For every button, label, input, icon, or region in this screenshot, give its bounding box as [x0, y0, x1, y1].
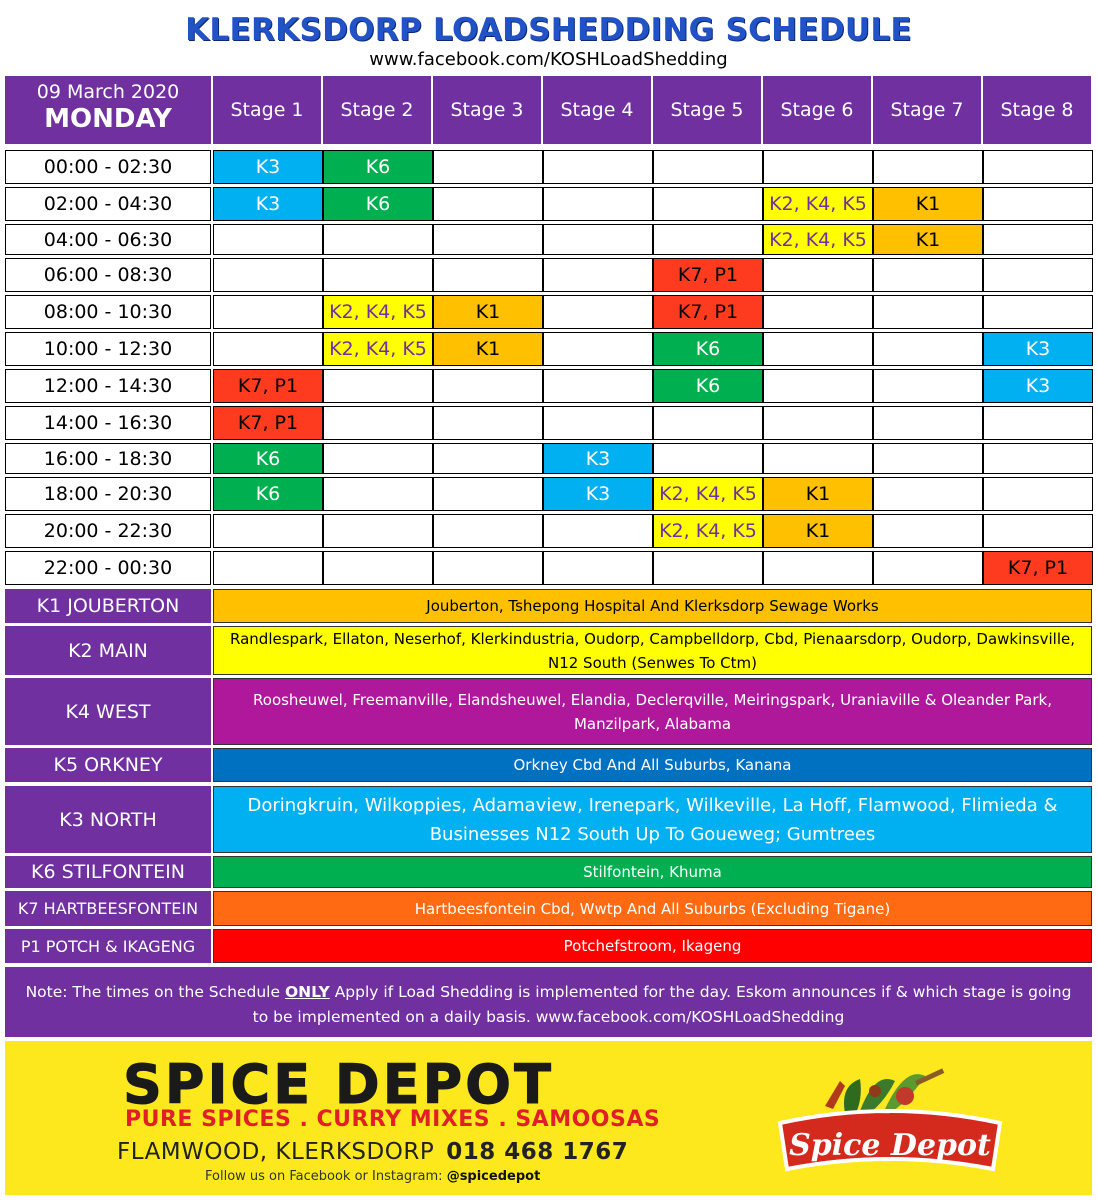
schedule-cell-k2-k4-k5: K2, K4, K5: [763, 187, 873, 221]
area-label-k5: K5 ORKNEY: [5, 748, 211, 782]
schedule-cell-k7-p1: K7, P1: [213, 406, 323, 440]
advert-tagline: PURE SPICES . CURRY MIXES . SAMOOSAS: [125, 1107, 661, 1132]
time-slot-label: 22:00 - 00:30: [5, 551, 211, 585]
schedule-cell-k6: K6: [213, 443, 323, 474]
time-slot-label: 10:00 - 12:30: [5, 332, 211, 366]
schedule-cell-empty: [433, 258, 543, 292]
schedule-cell-empty: [983, 295, 1093, 329]
schedule-cell-empty: [763, 406, 873, 440]
schedule-cell-k7-p1: K7, P1: [653, 258, 763, 292]
area-suburbs-k1: Jouberton, Tshepong Hospital And Klerksdorp Sewage Works: [213, 589, 1092, 623]
schedule-cell-empty: [543, 224, 653, 255]
schedule-cell-empty: [873, 406, 983, 440]
stage-header-6: Stage 6: [763, 76, 871, 144]
date-text: 09 March 2020: [36, 81, 180, 103]
schedule-cell-empty: [433, 477, 543, 511]
schedule-cell-empty: [983, 477, 1093, 511]
area-label-k7: K7 HARTBEESFONTEIN: [5, 891, 211, 926]
area-suburbs-k3: Doringkruin, Wilkoppies, Adamaview, Irenepark, Wilkeville, La Hoff, Flamwood, Flimieda & Businesses N12 South Up To Goueweg; Gumtrees: [213, 786, 1092, 853]
area-suburbs-k2: Randlespark, Ellaton, Neserhof, Klerkindustria, Oudorp, Campbelldorp, Cbd, Pienaarsdorp, Oudorp, Dawkinsville, N12 South (Senwes To Ctm): [213, 626, 1092, 675]
schedule-cell-empty: [213, 258, 323, 292]
schedule-cell-empty: [433, 443, 543, 474]
schedule-cell-empty: [543, 258, 653, 292]
schedule-cell-empty: [653, 406, 763, 440]
schedule-cell-empty: [873, 369, 983, 403]
schedule-cell-k6: K6: [653, 369, 763, 403]
schedule-cell-k3: K3: [983, 332, 1093, 366]
schedule-cell-k3: K3: [543, 443, 653, 474]
schedule-cell-empty: [433, 224, 543, 255]
stage-header-5: Stage 5: [653, 76, 761, 144]
schedule-cell-empty: [983, 443, 1093, 474]
schedule-cell-empty: [653, 224, 763, 255]
advert-follow-text: Follow us on Facebook or Instagram:: [205, 1169, 447, 1184]
schedule-cell-k7-p1: K7, P1: [653, 295, 763, 329]
schedule-cell-empty: [763, 369, 873, 403]
advert-handle: @spicedepot: [446, 1169, 541, 1184]
time-slot-label: 06:00 - 08:30: [5, 258, 211, 292]
schedule-cell-k2-k4-k5: K2, K4, K5: [323, 295, 433, 329]
area-suburbs-k7: Hartbeesfontein Cbd, Wwtp And All Suburbs (Excluding Tigane): [213, 891, 1092, 926]
date-header: [5, 76, 211, 144]
area-label-k4: K4 WEST: [5, 678, 211, 745]
schedule-cell-empty: [213, 332, 323, 366]
schedule-cell-k3: K3: [213, 150, 323, 184]
schedule-cell-empty: [873, 295, 983, 329]
schedule-cell-empty: [873, 477, 983, 511]
day-text: MONDAY: [44, 104, 172, 134]
schedule-cell-k2-k4-k5: K2, K4, K5: [653, 514, 763, 548]
schedule-cell-empty: [543, 187, 653, 221]
time-slot-label: 04:00 - 06:30: [5, 224, 211, 255]
time-slot-label: 20:00 - 22:30: [5, 514, 211, 548]
schedule-cell-empty: [323, 258, 433, 292]
area-suburbs-p1: Potchefstroom, Ikageng: [213, 929, 1092, 963]
time-slot-label: 12:00 - 14:30: [5, 369, 211, 403]
advert-phone: 018 468 1767: [446, 1139, 629, 1165]
schedule-cell-empty: [763, 443, 873, 474]
schedule-cell-empty: [653, 443, 763, 474]
schedule-cell-k3: K3: [543, 477, 653, 511]
schedule-cell-empty: [543, 551, 653, 585]
time-slot-label: 08:00 - 10:30: [5, 295, 211, 329]
area-suburbs-k4: Roosheuwel, Freemanville, Elandsheuwel, Elandia, Declerqville, Meiringspark, Uraniaville & Oleander Park, Manzilpark, Alabama: [213, 678, 1092, 745]
time-slot-label: 16:00 - 18:30: [5, 443, 211, 474]
spice-depot-logo: [765, 1051, 1015, 1191]
stage-header-2: Stage 2: [323, 76, 431, 144]
time-slot-label: 02:00 - 04:30: [5, 187, 211, 221]
schedule-cell-empty: [543, 369, 653, 403]
schedule-cell-empty: [983, 187, 1093, 221]
schedule-cell-empty: [543, 514, 653, 548]
schedule-cell-empty: [873, 514, 983, 548]
facebook-url[interactable]: www.facebook.com/KOSHLoadShedding: [369, 49, 728, 70]
stage-header-4: Stage 4: [543, 76, 651, 144]
schedule-cell-empty: [323, 477, 433, 511]
schedule-cell-empty: [213, 295, 323, 329]
schedule-cell-empty: [433, 406, 543, 440]
area-suburbs-k6: Stilfontein, Khuma: [213, 856, 1092, 888]
stage-header-3: Stage 3: [433, 76, 541, 144]
schedule-cell-k2-k4-k5: K2, K4, K5: [763, 224, 873, 255]
schedule-cell-empty: [983, 406, 1093, 440]
area-label-k6: K6 STILFONTEIN: [5, 856, 211, 888]
schedule-note: [5, 967, 1092, 1037]
schedule-cell-empty: [433, 551, 543, 585]
logo-text: Spice Depot: [789, 1128, 991, 1163]
advert-location-line: [117, 1139, 628, 1165]
schedule-cell-k7-p1: K7, P1: [213, 369, 323, 403]
time-slot-label: 00:00 - 02:30: [5, 150, 211, 184]
page-title: KLERKSDORP LOADSHEDDING SCHEDULE: [185, 12, 912, 48]
schedule-cell-empty: [763, 295, 873, 329]
schedule-cell-empty: [873, 258, 983, 292]
schedule-cell-k2-k4-k5: K2, K4, K5: [653, 477, 763, 511]
schedule-cell-empty: [873, 443, 983, 474]
schedule-cell-k2-k4-k5: K2, K4, K5: [323, 332, 433, 366]
schedule-cell-empty: [433, 369, 543, 403]
schedule-cell-empty: [543, 295, 653, 329]
schedule-cell-empty: [983, 258, 1093, 292]
schedule-cell-empty: [433, 187, 543, 221]
schedule-cell-empty: [873, 551, 983, 585]
advert-follow: [205, 1169, 540, 1184]
stage-header-8: Stage 8: [983, 76, 1091, 144]
schedule-cell-empty: [433, 150, 543, 184]
schedule-cell-empty: [983, 150, 1093, 184]
area-label-p1: P1 POTCH & IKAGENG: [5, 929, 211, 963]
schedule-cell-empty: [653, 551, 763, 585]
schedule-cell-k1: K1: [763, 477, 873, 511]
schedule-cell-k3: K3: [213, 187, 323, 221]
schedule-cell-empty: [323, 514, 433, 548]
schedule-cell-empty: [433, 514, 543, 548]
schedule-cell-k3: K3: [983, 369, 1093, 403]
area-label-k2: K2 MAIN: [5, 626, 211, 675]
schedule-cell-empty: [323, 406, 433, 440]
schedule-cell-k1: K1: [763, 514, 873, 548]
schedule-cell-empty: [873, 332, 983, 366]
schedule-cell-empty: [653, 187, 763, 221]
spice-depot-advert: [5, 1041, 1092, 1195]
advert-location: FLAMWOOD, KLERKSDORP: [117, 1139, 435, 1165]
note-emphasis: ONLY: [284, 983, 330, 1001]
schedule-cell-k6: K6: [323, 187, 433, 221]
schedule-cell-empty: [323, 369, 433, 403]
schedule-cell-k1: K1: [873, 224, 983, 255]
schedule-cell-k1: K1: [433, 332, 543, 366]
schedule-cell-k7-p1: K7, P1: [983, 551, 1093, 585]
schedule-cell-empty: [543, 150, 653, 184]
schedule-cell-empty: [323, 551, 433, 585]
schedule-cell-k6: K6: [323, 150, 433, 184]
area-suburbs-k5: Orkney Cbd And All Suburbs, Kanana: [213, 748, 1092, 782]
schedule-cell-empty: [543, 332, 653, 366]
schedule-cell-empty: [323, 443, 433, 474]
schedule-cell-empty: [983, 224, 1093, 255]
time-slot-label: 18:00 - 20:30: [5, 477, 211, 511]
schedule-cell-empty: [653, 150, 763, 184]
area-label-k1: K1 JOUBERTON: [5, 589, 211, 623]
schedule-cell-empty: [213, 514, 323, 548]
advert-brand: SPICE DEPOT: [123, 1053, 554, 1116]
schedule-cell-empty: [763, 332, 873, 366]
spice-leaves-icon: [825, 1068, 944, 1115]
schedule-cell-k1: K1: [873, 187, 983, 221]
stage-header-1: Stage 1: [213, 76, 321, 144]
schedule-cell-empty: [873, 150, 983, 184]
schedule-cell-empty: [983, 514, 1093, 548]
schedule-cell-empty: [213, 224, 323, 255]
stage-header-7: Stage 7: [873, 76, 981, 144]
schedule-cell-k6: K6: [213, 477, 323, 511]
schedule-cell-empty: [763, 258, 873, 292]
schedule-cell-k1: K1: [433, 295, 543, 329]
time-slot-label: 14:00 - 16:30: [5, 406, 211, 440]
note-text-before: Note: The times on the Schedule: [25, 983, 285, 1001]
area-label-k3: K3 NORTH: [5, 786, 211, 853]
schedule-cell-empty: [763, 551, 873, 585]
schedule-cell-empty: [323, 224, 433, 255]
schedule-cell-k6: K6: [653, 332, 763, 366]
schedule-cell-empty: [763, 150, 873, 184]
note-text-after: Apply if Load Shedding is implemented for the day. Eskom announces if & which stage is going to be implemented on a daily basis. www.facebook.com/KOSHLoadShedding: [252, 983, 1072, 1026]
schedule-cell-empty: [543, 406, 653, 440]
schedule-cell-empty: [213, 551, 323, 585]
